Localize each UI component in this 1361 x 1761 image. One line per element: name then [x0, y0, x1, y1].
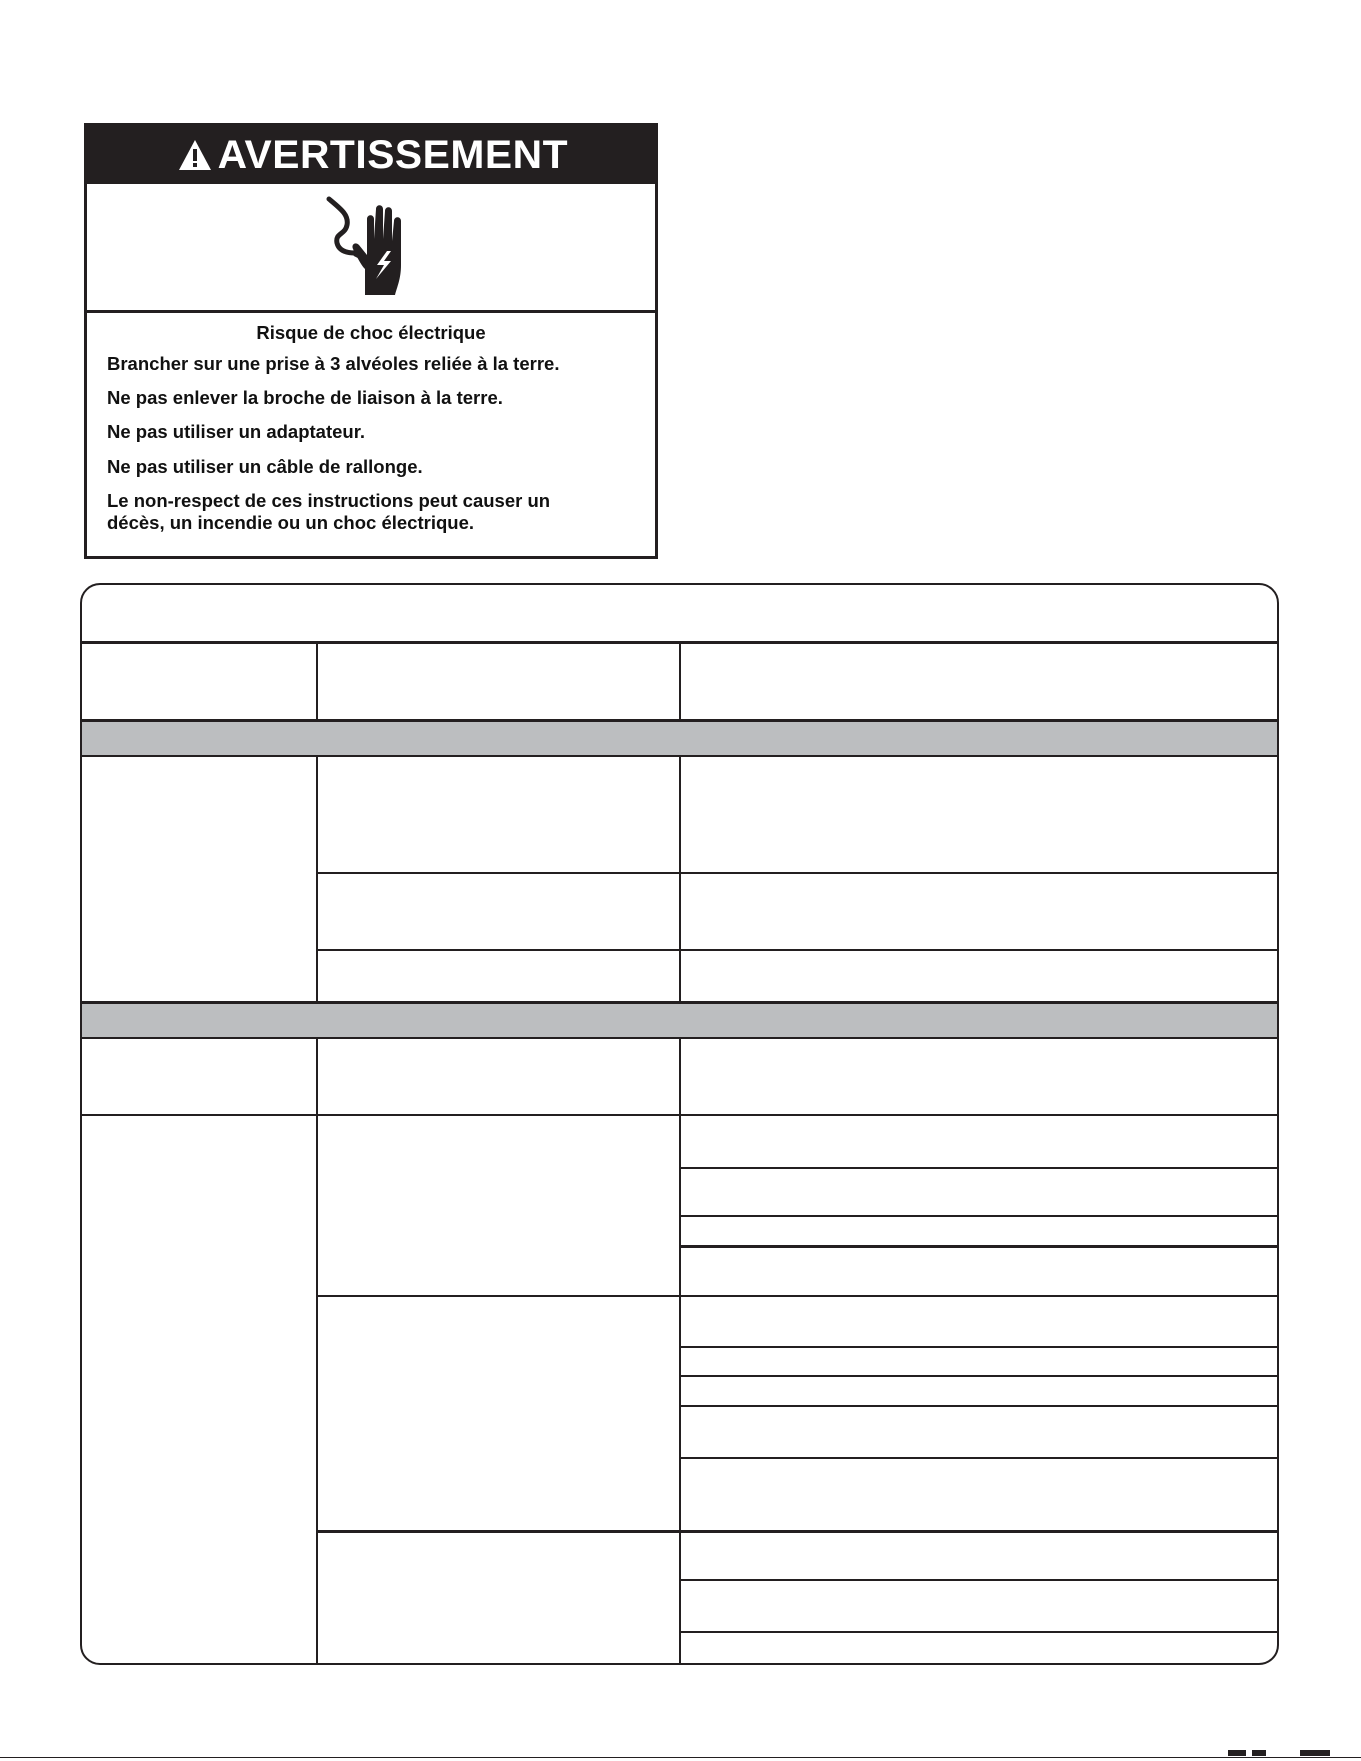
warning-title: AVERTISSEMENT [217, 133, 569, 177]
warning-hazard: Risque de choc électrique [256, 322, 486, 343]
footer-rule [0, 1757, 1361, 1758]
row-divider [680, 1167, 1277, 1169]
row-divider [680, 1375, 1277, 1377]
row-divider [317, 949, 1277, 951]
row-divider [317, 872, 1277, 874]
warning-header [87, 126, 655, 184]
warning-instruction: Ne pas utiliser un adaptateur. [107, 421, 366, 443]
column-divider [316, 1039, 318, 1665]
warning-consequence: Le non-respect de ces instructions peut causer un décès, un incendie ou un choc électrique. [107, 489, 551, 533]
alert-triangle-icon [177, 138, 213, 172]
section-band [82, 1001, 1277, 1039]
row-divider [680, 1457, 1277, 1459]
row-divider [317, 1530, 1277, 1533]
warning-instruction: Brancher sur une prise à 3 alvéoles reliée à la terre. [107, 353, 560, 374]
row-divider [680, 1631, 1277, 1633]
warning-instruction: Ne pas enlever la broche de liaison à la terre. [107, 387, 503, 409]
column-divider [679, 642, 681, 720]
warning-label [84, 123, 658, 559]
row-divider [82, 1114, 1277, 1116]
warning-instruction: Ne pas utiliser un câble de rallonge. [107, 455, 423, 477]
section-band [82, 719, 1277, 757]
row-divider [680, 1579, 1277, 1581]
row-divider [680, 1215, 1277, 1217]
footer-mark [1300, 1750, 1330, 1756]
electric-shock-hand-icon [321, 195, 421, 299]
footer-mark [1252, 1750, 1266, 1756]
row-divider [680, 1405, 1277, 1407]
warning-symbol-panel [87, 184, 655, 313]
column-divider [316, 757, 318, 1003]
column-divider [316, 642, 318, 720]
column-divider [679, 1039, 681, 1665]
row-divider [680, 1346, 1277, 1348]
troubleshooting-table [80, 583, 1279, 1665]
row-divider [680, 1245, 1277, 1248]
column-divider [679, 757, 681, 1003]
row-divider [317, 1295, 1277, 1297]
footer-mark [1228, 1750, 1246, 1756]
warning-body [87, 313, 655, 534]
